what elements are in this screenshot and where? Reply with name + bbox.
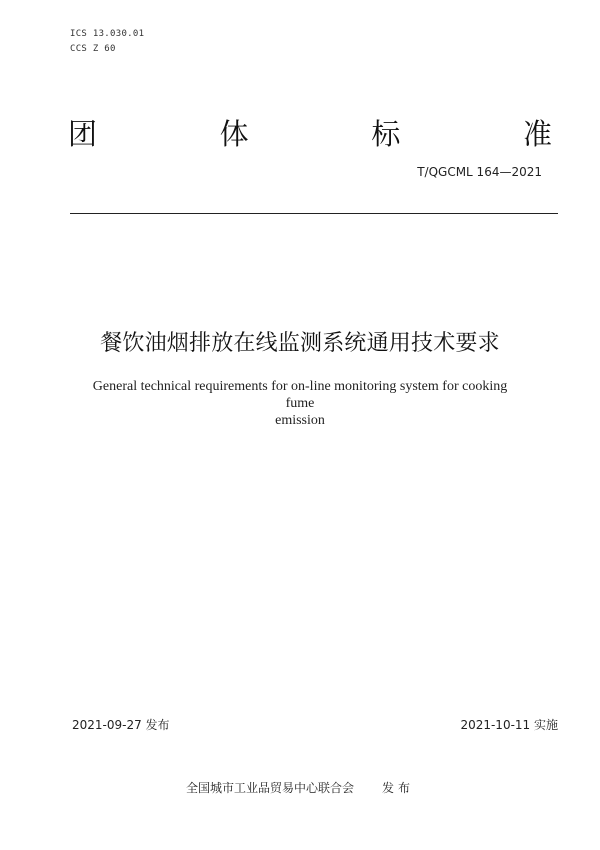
ics-code: ICS 13.030.01 xyxy=(70,29,145,39)
publisher-line xyxy=(0,779,600,796)
english-title xyxy=(80,378,520,429)
standard-type-char: 标 xyxy=(371,117,401,151)
standard-type-heading xyxy=(68,112,552,153)
publish-date: 2021-09-27 发布 xyxy=(72,718,170,732)
standard-number: T/QGCML 164—2021 xyxy=(417,165,542,179)
publisher-action: 发布 xyxy=(382,781,415,795)
implement-date: 2021-10-11 实施 xyxy=(460,718,558,732)
publisher-name: 全国城市工业品贸易中心联合会 xyxy=(185,781,354,795)
standard-type-char: 准 xyxy=(522,117,552,151)
standard-type-char: 团 xyxy=(68,117,98,151)
chinese-title: 餐饮油烟排放在线监测系统通用技术要求 xyxy=(100,331,500,356)
header-divider xyxy=(70,213,558,214)
english-title-line: emission xyxy=(275,413,325,428)
ccs-code: CCS Z 60 xyxy=(70,44,116,54)
standard-type-char: 体 xyxy=(219,117,249,151)
english-title-line: General technical requirements for on-line monitoring system for cooking fume xyxy=(92,379,508,411)
